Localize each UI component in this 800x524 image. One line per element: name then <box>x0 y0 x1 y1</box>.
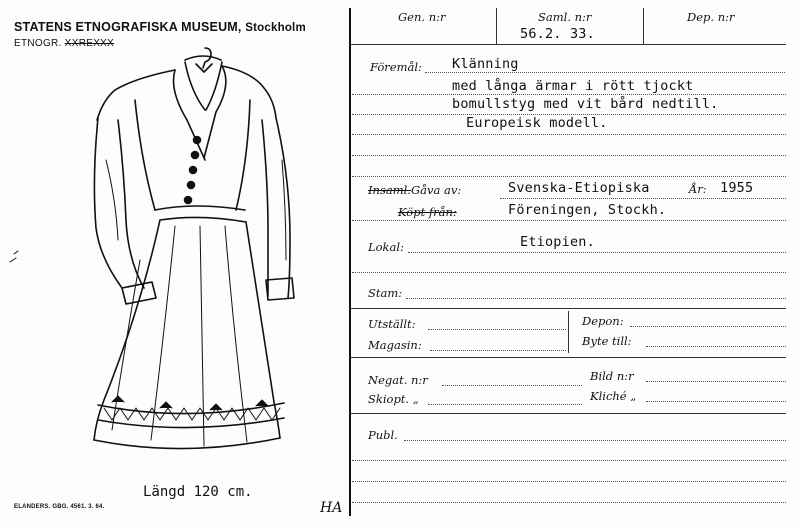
skirt-left-edge <box>94 220 160 440</box>
collar-right <box>204 66 226 158</box>
foremal-line3: bomullstyg med vit bård nedtill. <box>452 96 719 112</box>
magasin-label: Magasin: <box>368 338 422 352</box>
left-sleeve <box>94 118 122 288</box>
gava-value: Svenska-Etiopiska <box>508 180 650 196</box>
utstallt-sep <box>568 311 569 353</box>
foremal-line4: Europeisk modell. <box>466 115 608 131</box>
dress-drawing <box>0 0 345 500</box>
ar-label: År: <box>689 182 707 196</box>
gen-label: Gen. n:r <box>398 10 446 24</box>
skiopt-label: Skiopt. „ <box>368 392 419 406</box>
utstallt-label: Utställt: <box>368 317 416 331</box>
magasin-rule <box>350 357 786 358</box>
etnogr-prefix: ETNOGR. <box>14 38 62 49</box>
gava-label: Gåva av: <box>410 183 462 197</box>
museum-city: Stockholm <box>245 22 306 34</box>
hanger-hook <box>203 48 211 68</box>
collar-left <box>174 70 206 160</box>
gava-value2: Föreningen, Stockh. <box>508 202 667 218</box>
right-sleeve <box>276 118 290 298</box>
insaml-struck: Insaml. <box>368 183 411 197</box>
kopt-struck: Köpt från: <box>398 205 457 219</box>
etnogr-struck: XXREXXX <box>64 38 115 49</box>
byte-label: Byte till: <box>582 334 632 348</box>
lokal-label: Lokal: <box>368 240 404 254</box>
kliche-label: Kliché „ <box>590 389 637 403</box>
saml-label: Saml. n:r <box>538 10 592 24</box>
foremal-line1: Klänning <box>452 56 519 72</box>
stam-label: Stam: <box>368 286 403 300</box>
skirt-hem <box>94 438 280 449</box>
foremal-label: Föremål: <box>370 60 422 74</box>
museum-name: STATENS ETNOGRAFISKA MUSEUM, <box>14 20 242 34</box>
negat-rule <box>350 413 786 414</box>
header-sep-1 <box>496 8 497 44</box>
card-divider <box>349 8 351 516</box>
handwritten-initials: HA <box>320 500 343 516</box>
negat-label: Negat. n:r <box>368 373 428 387</box>
length-caption: Längd 120 cm. <box>143 484 253 500</box>
foremal-line2: med långa ärmar i rött tjockt <box>452 78 694 94</box>
publ-label: Publ. <box>368 428 398 442</box>
ar-value: 1955 <box>720 180 754 196</box>
saml-value: 56.2. 33. <box>520 26 595 42</box>
waist-seam <box>155 206 245 210</box>
insaml-label <box>368 183 461 197</box>
stam-rule <box>350 308 786 309</box>
bild-label: Bild n:r <box>590 369 634 383</box>
header-rule <box>350 44 786 45</box>
header-sep-2 <box>643 8 644 44</box>
button-1 <box>194 137 201 144</box>
depon-label: Depon: <box>582 314 624 328</box>
lokal-value: Etiopien. <box>520 234 595 250</box>
dep-label: Dep. n:r <box>687 10 735 24</box>
printer-line: ELANDERS. GBG. 4561. 3. 64. <box>14 504 105 510</box>
